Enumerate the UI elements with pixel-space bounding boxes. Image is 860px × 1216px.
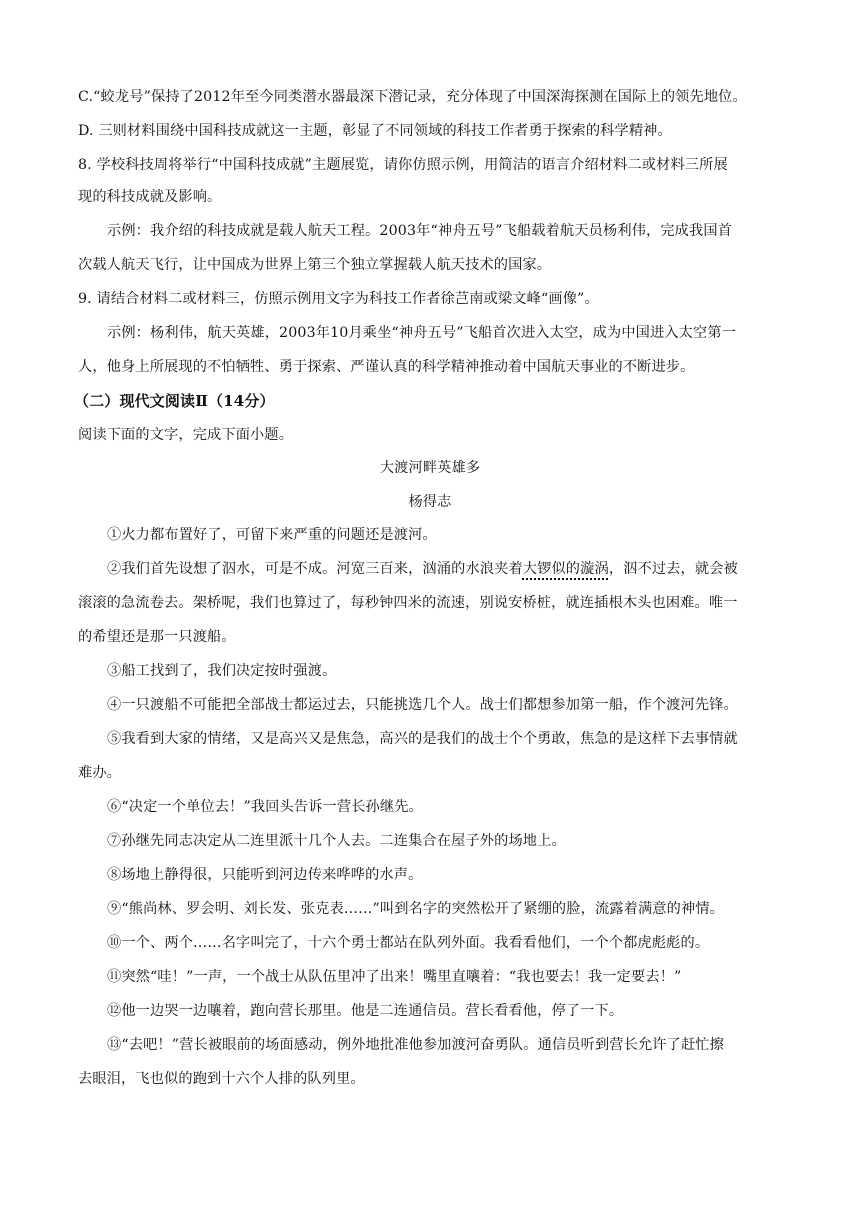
paragraph-1: ①火力都布置好了，可留下来严重的问题还是渡河。 [107, 527, 437, 543]
paragraph-13-line-1: ⑬“去吧！”营长被眼前的场面感动，例外地批准他参加渡河奋勇队。通信员听到营长允许了赶忙擦 [107, 1037, 724, 1053]
question-8-line-2: 现的科技成就及影响。 [78, 189, 222, 205]
question-8-example-line-1: 示例：我介绍的科技成就是载人航天工程。2003年“神舟五号”飞船载着航天员杨利伟，完成我国首 [107, 223, 733, 239]
question-9-line-1: 9. 请结合材料二或材料三，仿照示例用文字为科技工作者徐芑南或梁文峰“画像”。 [78, 291, 599, 307]
article-title: 大渡河畔英雄多 [379, 460, 481, 476]
paragraph-9: ⑨“熊尚林、罗会明、刘长发、张克表……”叫到名字的突然松开了紧绷的脸，流露着满意的神情。 [107, 901, 724, 917]
emphasized-phrase: 大锣似的漩涡 [522, 561, 609, 577]
paragraph-13-line-2: 去眼泪，飞也似的跑到十六个人排的队列里。 [78, 1071, 365, 1087]
question-9-example-line-2: 人，他身上所展现的不怕牺牲、勇于探索、严谨认真的科学精神推动着中国航天事业的不断进步。 [78, 359, 695, 375]
paragraph-2-text-b: ，泅不过去，就会被 [608, 561, 738, 577]
paragraph-2-line-2: 滚滚的急流卷去。架桥呢，我们也算过了，每秒钟四米的流速，别说安桥桩，就连插根木头也困难。唯一 [78, 595, 738, 611]
article-author: 杨得志 [408, 494, 452, 510]
paragraph-4: ④一只渡船不可能把全部战士都运过去，只能挑选几个人。战士们都想参加第一船，作个渡河先锋。 [107, 697, 738, 713]
paragraph-8: ⑧场地上静得很，只能听到河边传来哗哗的水声。 [107, 867, 423, 883]
paragraph-11: ⑪突然“哇！”一声，一个战士从队伍里冲了出来！嘴里直嚷着：“我也要去！我一定要去！” [107, 969, 682, 985]
paragraph-2-line-1 [107, 560, 738, 578]
section-instruction: 阅读下面的文字，完成下面小题。 [78, 427, 294, 443]
option-d: D. 三则材料围绕中国科技成就这一主题，彰显了不同领域的科技工作者勇于探索的科学精神。 [78, 123, 672, 139]
question-8-line-1: 8. 学校科技周将举行“中国科技成就”主题展览，请你仿照示例，用简洁的语言介绍材料二或材料三所展 [78, 157, 728, 173]
question-9-example-line-1: 示例：杨利伟，航天英雄，2003年10月乘坐“神舟五号”飞船首次进入太空，成为中国进入太空第一 [107, 325, 737, 341]
paragraph-12: ⑫他一边哭一边嚷着，跑向营长那里。他是二连通信员。营长看看他，停了一下。 [107, 1003, 624, 1019]
paragraph-7: ⑦孙继先同志决定从二连里派十几个人去。二连集合在屋子外的场地上。 [107, 833, 566, 849]
paragraph-2-line-3: 的希望还是那一只渡船。 [78, 629, 236, 645]
paragraph-6: ⑥“决定一个单位去！”我回头告诉一营长孙继先。 [107, 799, 423, 815]
section-heading: （二）现代文阅读Ⅱ（14分） [74, 392, 275, 410]
paragraph-2-text-a: ②我们首先设想了泅水，可是不成。河宽三百来，汹涌的水浪夹着 [107, 561, 523, 577]
paragraph-10: ⑩一个、两个……名字叫完了，十六个勇士都站在队列外面。我看看他们，一个个都虎彪彪的。 [107, 935, 710, 951]
paragraph-5-line-1: ⑤我看到大家的情绪，又是高兴又是焦急，高兴的是我们的战士个个勇敢，焦急的是这样下去事情就 [107, 731, 738, 747]
option-c: C.“蛟龙号”保持了2012年至今同类潜水器最深下潜记录，充分体现了中国深海探测在国际上的领先地位。 [78, 89, 747, 105]
paragraph-5-line-2: 难办。 [78, 765, 122, 781]
paragraph-3: ③船工找到了，我们决定按时强渡。 [107, 663, 337, 679]
question-8-example-line-2: 次载人航天飞行，让中国成为世界上第三个独立掌握载人航天技术的国家。 [78, 257, 552, 273]
